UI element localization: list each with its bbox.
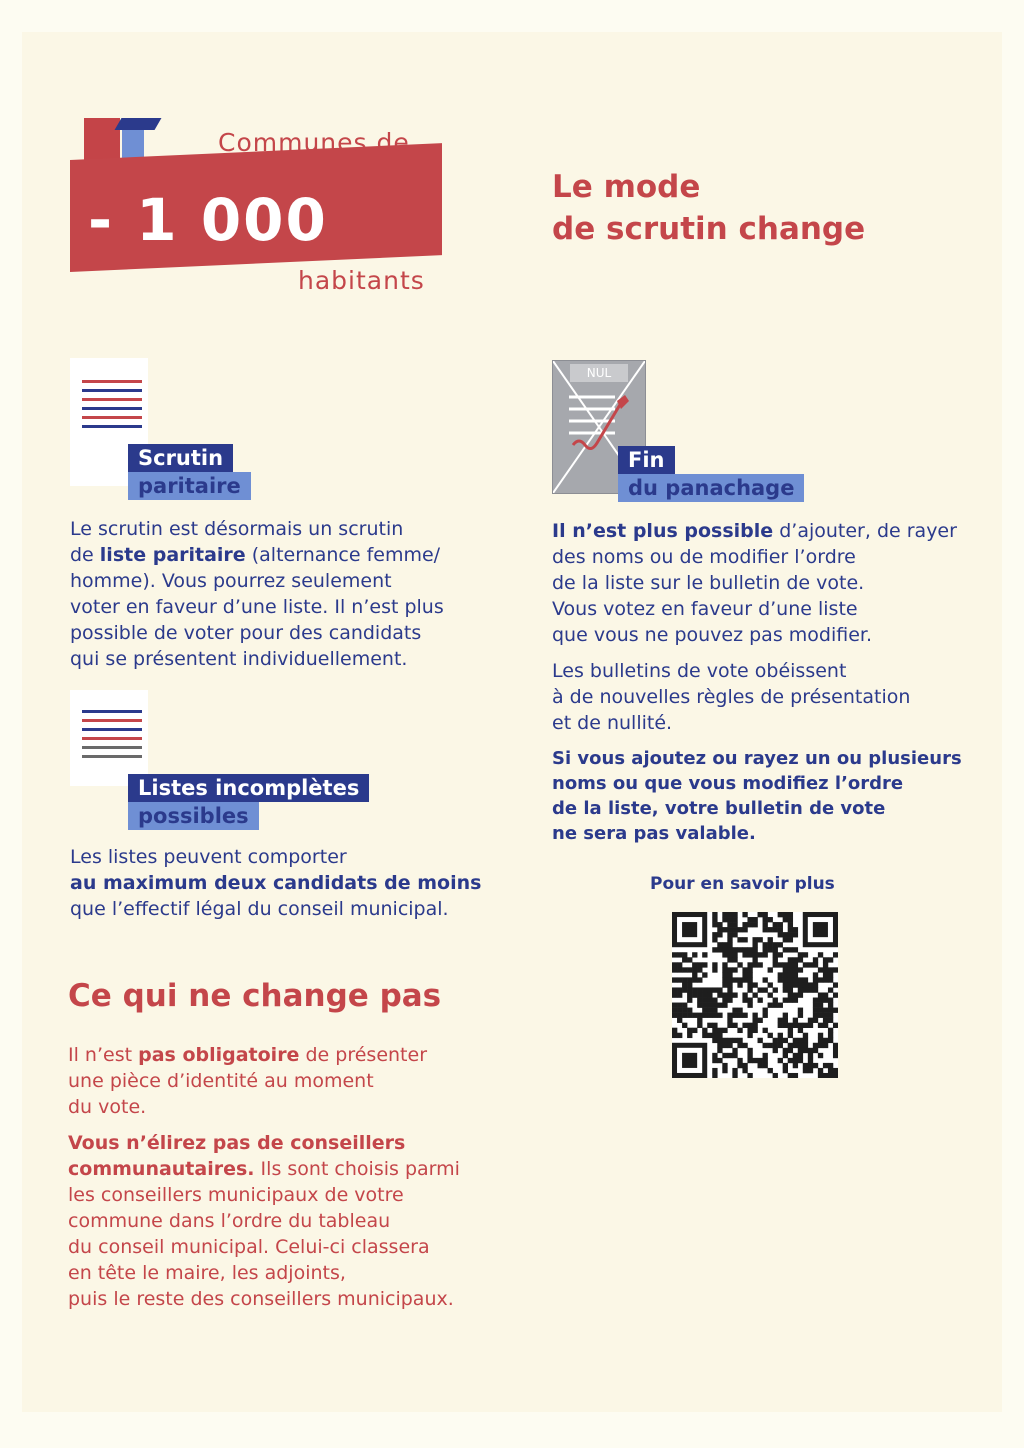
text-line: qui se présentent individuellement. bbox=[70, 648, 408, 670]
text-line: puis le reste des conseillers municipaux. bbox=[68, 1288, 454, 1310]
section-title-unchanged: Ce qui ne change pas bbox=[68, 978, 442, 1014]
flag-lines-icon bbox=[70, 690, 148, 786]
tag-listes-incompletes bbox=[128, 774, 369, 830]
text-fragment: (alternance femme/ bbox=[245, 544, 441, 566]
fin-panachage-text bbox=[552, 518, 957, 648]
text-line bbox=[552, 518, 957, 544]
nul-label: NUL bbox=[570, 364, 628, 382]
text-line: Le scrutin est désormais un scrutin bbox=[70, 518, 404, 540]
tag-fin-panachage bbox=[618, 446, 804, 502]
text-line: Si vous ajoutez ou rayez un ou plusieurs bbox=[552, 748, 962, 769]
unchanged-text-2 bbox=[68, 1130, 460, 1312]
tag-line2: paritaire bbox=[128, 472, 251, 500]
text-line: de la liste sur le bulletin de vote. bbox=[552, 572, 865, 594]
text-fragment: Ils sont choisis parmi bbox=[254, 1158, 460, 1180]
text-line: à de nouvelles règles de présentation bbox=[552, 686, 911, 708]
text-line: des noms ou de modifier l’ordre bbox=[552, 546, 856, 568]
qr-code-graphic bbox=[672, 912, 838, 1078]
text-bold: au maximum deux candidats de moins bbox=[70, 872, 482, 894]
tag-line1: Listes incomplètes bbox=[128, 774, 369, 802]
text-line: Les bulletins de vote obéissent bbox=[552, 660, 847, 682]
fin-panachage-text-2 bbox=[552, 658, 910, 736]
text-line: commune dans l’ordre du tableau bbox=[68, 1210, 391, 1232]
tag-line1: Scrutin bbox=[128, 444, 233, 472]
communes-de-label: Communes de bbox=[218, 128, 410, 157]
text-line: de la liste, votre bulletin de vote bbox=[552, 798, 886, 819]
house-roof-icon bbox=[115, 118, 162, 130]
text-line: du vote. bbox=[68, 1096, 147, 1118]
qr-code-icon[interactable] bbox=[672, 912, 838, 1078]
text-fragment: de bbox=[70, 544, 100, 566]
text-bold: communautaires. bbox=[68, 1158, 255, 1180]
text-line: noms ou que vous modifiez l’ordre bbox=[552, 773, 904, 794]
scrutin-paritaire-text bbox=[70, 516, 444, 672]
text-line bbox=[68, 1130, 460, 1156]
text-line: une pièce d’identité au moment bbox=[68, 1070, 374, 1092]
text-line bbox=[70, 542, 444, 568]
text-line bbox=[68, 1042, 427, 1068]
text-fragment: d’ajouter, de rayer bbox=[773, 520, 957, 542]
text-line bbox=[70, 870, 481, 896]
text-line: homme). Vous pourrez seulement bbox=[70, 570, 392, 592]
tag-line1: Fin bbox=[618, 446, 675, 474]
text-line: Les listes peuvent comporter bbox=[70, 846, 347, 868]
main-title bbox=[552, 166, 865, 250]
listes-incompletes-text bbox=[70, 844, 481, 922]
main-title-line1: Le mode bbox=[552, 169, 701, 205]
qr-title: Pour en savoir plus bbox=[650, 874, 835, 894]
text-line: voter en faveur d’une liste. Il n’est plus bbox=[70, 596, 444, 618]
habitants-label: habitants bbox=[298, 266, 425, 295]
text-line: en tête le maire, les adjoints, bbox=[68, 1262, 346, 1284]
text-line: que l’effectif légal du conseil municipal. bbox=[70, 898, 449, 920]
text-bold: liste paritaire bbox=[99, 544, 246, 566]
text-line: du conseil municipal. Celui-ci classera bbox=[68, 1236, 430, 1258]
text-line: les conseillers municipaux de votre bbox=[68, 1184, 404, 1206]
unchanged-text-1 bbox=[68, 1042, 427, 1120]
text-fragment: de présenter bbox=[299, 1044, 428, 1066]
fin-panachage-warning bbox=[552, 746, 962, 846]
text-line: que vous ne pouvez pas modifier. bbox=[552, 624, 873, 646]
text-line: Vous votez en faveur d’une liste bbox=[552, 598, 858, 620]
text-bold: pas obligatoire bbox=[138, 1044, 300, 1066]
tag-scrutin-paritaire bbox=[128, 444, 251, 500]
population-threshold: - 1 000 bbox=[88, 186, 328, 254]
tag-line2: du panachage bbox=[618, 474, 804, 502]
text-line: et de nullité. bbox=[552, 712, 673, 734]
text-bold: Vous n’élirez pas de conseillers bbox=[68, 1132, 406, 1154]
main-title-line2: de scrutin change bbox=[552, 211, 866, 247]
text-fragment: Il n’est bbox=[68, 1044, 139, 1066]
text-line: possible de voter pour des candidats bbox=[70, 622, 422, 644]
text-line: ne sera pas valable. bbox=[552, 823, 756, 844]
tag-line2: possibles bbox=[128, 802, 259, 830]
text-bold: Il n’est plus possible bbox=[552, 520, 774, 542]
text-line bbox=[68, 1156, 460, 1182]
